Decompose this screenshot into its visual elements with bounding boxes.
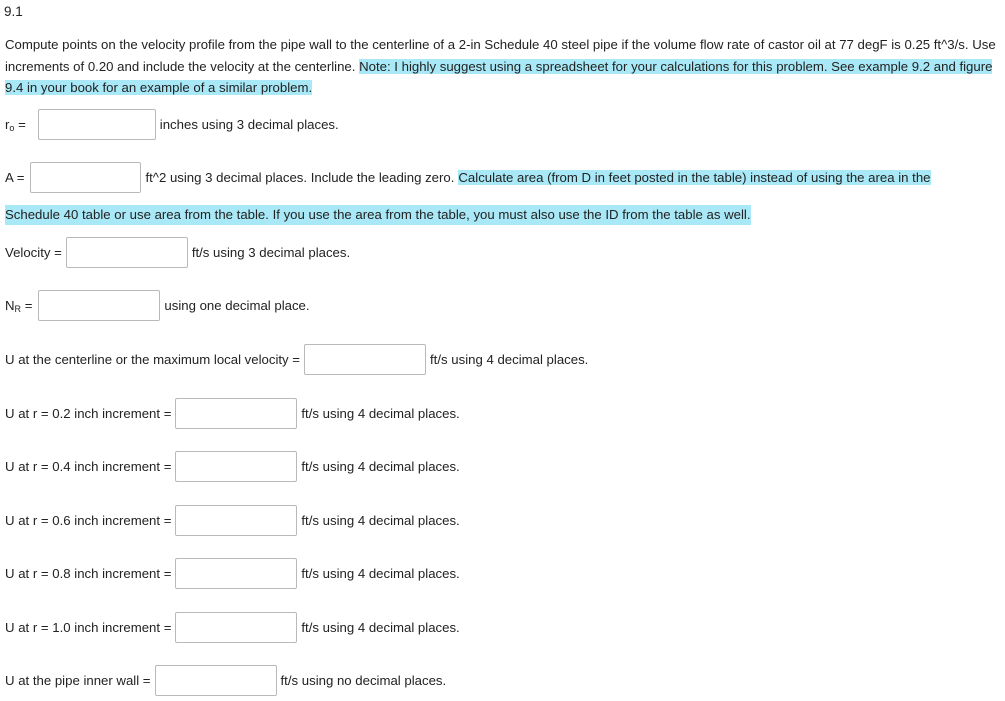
problem-text: Compute points on the velocity profile from the pipe wall to the centerline of a 2-in Schedule 40 steel pipe if the volume flow rate of castor oil at 77 degF is 0.25 ft^3/s. Use increments of 0.20 and include the velocity at the centerline. — [5, 37, 996, 74]
u-10-row — [5, 611, 460, 644]
ro-suffix: inches using 3 decimal places. — [159, 117, 339, 132]
problem-statement — [5, 34, 1001, 99]
u-center-row — [5, 343, 588, 376]
u-08-row — [5, 557, 460, 590]
u-08-label: U at r = 0.8 inch increment = — [5, 566, 172, 581]
ro-label-eq: = — [14, 116, 26, 132]
nr-row — [5, 289, 310, 322]
ro-label — [5, 117, 26, 133]
velocity-label: Velocity = — [5, 245, 62, 260]
nr-label-sub: R — [14, 303, 22, 314]
velocity-suffix: ft/s using 3 decimal places. — [191, 245, 351, 260]
area-row — [5, 161, 931, 194]
u-wall-label: U at the pipe inner wall = — [5, 673, 151, 688]
u-center-label: U at the centerline or the maximum local velocity = — [5, 352, 301, 367]
area-highlight-1: Calculate area (from D in feet posted in the table) instead of using the area in the — [458, 170, 931, 185]
nr-label-main: N — [5, 297, 15, 313]
u-04-row — [5, 450, 460, 483]
u-02-suffix: ft/s using 4 decimal places. — [301, 406, 460, 421]
u-04-label: U at r = 0.4 inch increment = — [5, 459, 172, 474]
ro-input[interactable] — [38, 109, 156, 140]
u-10-label: U at r = 1.0 inch increment = — [5, 620, 172, 635]
problem-number: 9.1 — [4, 4, 23, 19]
u-wall-suffix: ft/s using no decimal places. — [280, 673, 447, 688]
problem-note-highlight: Note: I highly suggest using a spreadsheet for your calculations for this problem. See example 9.2 and figure 9.4 in your book for an example of a similar problem. — [5, 58, 993, 95]
area-highlight-2: Schedule 40 table or use area from the table. If you use the area from the table, you must also use the ID from the table as well. — [5, 205, 751, 225]
u-center-input[interactable] — [304, 344, 426, 375]
velocity-row — [5, 236, 350, 269]
nr-label — [5, 298, 32, 314]
ro-row — [5, 108, 339, 141]
u-10-suffix: ft/s using 4 decimal places. — [301, 620, 460, 635]
u-02-row — [5, 397, 460, 430]
u-wall-input[interactable] — [155, 665, 277, 696]
u-06-row — [5, 504, 460, 537]
u-center-suffix: ft/s using 4 decimal places. — [430, 352, 589, 367]
nr-input[interactable] — [38, 290, 160, 321]
nr-label-eq: = — [21, 297, 33, 313]
u-04-suffix: ft/s using 4 decimal places. — [301, 459, 460, 474]
u-08-suffix: ft/s using 4 decimal places. — [301, 566, 460, 581]
area-suffix: ft^2 using 3 decimal places. Include the leading zero. — [145, 170, 455, 185]
u-02-input[interactable] — [175, 398, 297, 429]
area-input[interactable] — [30, 162, 141, 193]
u-06-input[interactable] — [175, 505, 297, 536]
ro-label-main: r — [5, 116, 10, 132]
u-wall-row — [5, 664, 446, 697]
velocity-input[interactable] — [66, 237, 188, 268]
u-10-input[interactable] — [175, 612, 297, 643]
nr-suffix: using one decimal place. — [164, 298, 310, 313]
u-06-suffix: ft/s using 4 decimal places. — [301, 513, 460, 528]
u-04-input[interactable] — [175, 451, 297, 482]
ro-label-sub: o — [9, 122, 15, 133]
u-06-label: U at r = 0.6 inch increment = — [5, 513, 172, 528]
u-08-input[interactable] — [175, 558, 297, 589]
area-label: A = — [5, 170, 25, 185]
u-02-label: U at r = 0.2 inch increment = — [5, 406, 172, 421]
